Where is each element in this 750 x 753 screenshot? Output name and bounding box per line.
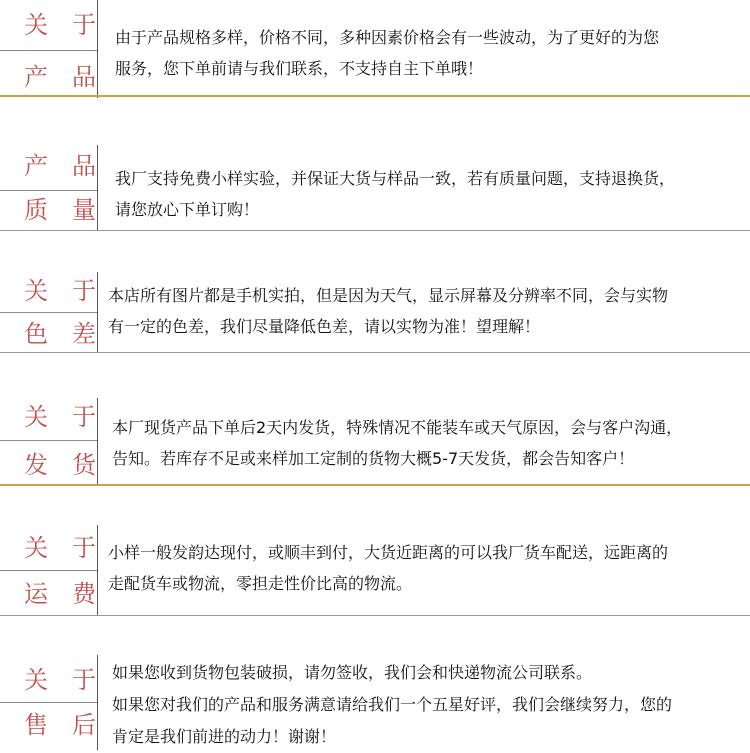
label-top: 产品 — [24, 152, 120, 180]
section-separator — [0, 230, 750, 231]
label-top: 关于 — [24, 277, 120, 305]
label-bottom: 发货 — [24, 451, 120, 479]
label-bottom: 色差 — [24, 320, 120, 348]
label-bottom: 质量 — [24, 196, 120, 224]
text-line: 走配货车或物流，零担走性价比高的物流。 — [108, 574, 413, 593]
section-label — [0, 145, 120, 231]
text-line: 如果您对我们的产品和服务满意请给我们一个五星好评，我们会继续努力，您的 — [112, 695, 673, 714]
label-bottom: 产品 — [24, 63, 120, 91]
section-separator — [0, 95, 750, 97]
text-line: 小样一般发韵达现付，或顺丰到付，大货近距离的可以我厂货车配送，远距离的 — [108, 543, 669, 562]
label-top: 关于 — [24, 534, 120, 562]
label-bottom: 售后 — [24, 711, 120, 739]
section-separator — [0, 352, 750, 353]
label-divider — [0, 570, 97, 571]
section-separator — [0, 484, 750, 486]
label-divider — [0, 190, 97, 191]
text-line: 由于产品规格多样，价格不同，多种因素价格会有一些波动，为了更好的为您 — [115, 28, 660, 47]
section-label — [0, 272, 120, 352]
text-line: 肯定是我们前进的动力！谢谢！ — [112, 727, 337, 746]
section-after-sales — [0, 655, 750, 750]
section-about-color — [0, 272, 750, 352]
text-line: 服务，您下单前请与我们联系，不支持自主下单哦！ — [115, 59, 484, 78]
section-about-shipping — [0, 398, 750, 484]
text-line: 有一定的色差，我们尽量降低色差，请以实物为准！望理解！ — [108, 317, 541, 336]
section-text — [115, 163, 746, 225]
label-top: 关于 — [24, 403, 120, 431]
text-line: 本店所有图片都是手机实拍，但是因为天气，显示屏幕及分辨率不同，会与实物 — [108, 286, 669, 305]
section-label — [0, 0, 120, 98]
section-label — [0, 398, 120, 484]
section-separator — [0, 615, 750, 616]
label-divider — [0, 702, 97, 703]
label-divider — [0, 312, 97, 313]
label-divider — [0, 50, 97, 51]
section-about-freight — [0, 525, 750, 615]
section-text — [108, 280, 746, 342]
text-line: 我厂支持免费小样实验，并保证大货与样品一致，若有质量问题，支持退换货， — [115, 169, 676, 188]
label-top: 关于 — [24, 11, 120, 39]
section-text — [115, 22, 746, 84]
section-text — [112, 412, 746, 474]
section-label — [0, 655, 120, 750]
section-text — [112, 657, 746, 753]
label-top: 关于 — [24, 666, 120, 694]
label-divider — [0, 440, 97, 441]
text-line: 请您放心下单订购！ — [115, 200, 260, 219]
section-label — [0, 525, 120, 615]
section-text — [108, 537, 746, 599]
label-bottom: 运费 — [24, 580, 120, 608]
text-line: 如果您收到货物包装破损，请勿签收，我们会和快递物流公司联系。 — [112, 663, 593, 682]
section-about-product — [0, 0, 750, 98]
section-product-quality — [0, 145, 750, 231]
text-line: 告知。若库存不足或来样加工定制的货物大概5-7天发货，都会告知客户！ — [112, 449, 635, 468]
text-line: 本厂现货产品下单后2天内发货，特殊情况不能装车或天气原因，会与客户沟通， — [112, 418, 683, 437]
